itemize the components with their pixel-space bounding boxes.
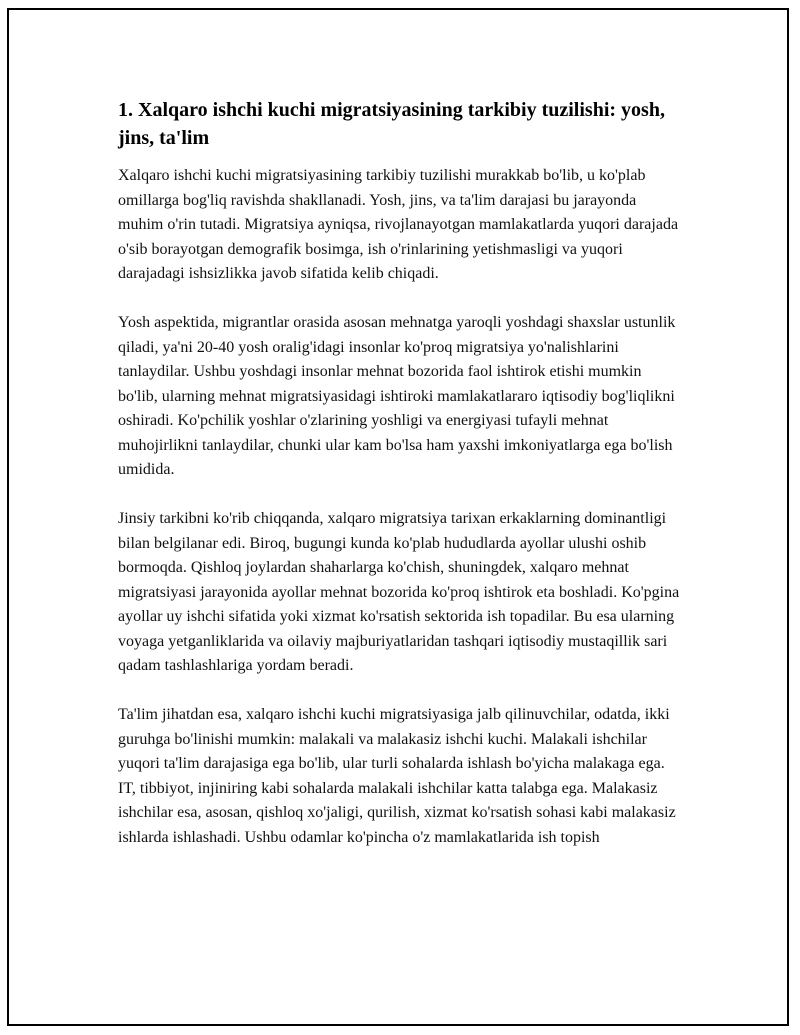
section-title: 1. Xalqaro ishchi kuchi migratsiyasining tarkibiy tuzilishi: yosh, jins, ta'lim — [118, 99, 665, 149]
paragraph-intro: Xalqaro ishchi kuchi migratsiyasining tarkibiy tuzilishi murakkab bo'lib, u ko'plab omillarga bog'liq ravishda shakllanadi. Yosh, jins, va ta'lim darajasi bu jarayonda muhim o'rin tutadi. Migratsiya ayniqsa, rivojlanayotgan mamlakatlarda yuqori darajada o'sib borayotgan demografik bosimga, ish o'rinlarining yetishmasligi va yuqori darajadagi ishsizlikka javob sifatida kelib chiqadi. — [118, 167, 679, 282]
document-body — [118, 96, 683, 875]
paragraph-age: Yosh aspektida, migrantlar orasida asosan mehnatga yaroqli yoshdagi shaxslar ustunlik qiladi, ya'ni 20-40 yosh oralig'idagi insonlar ko'proq migratsiya yo'nalishlarini tanlaydilar. Ushbu yoshdagi insonlar mehnat bozorida faol ishtirok etishi mumkin bo'lib, ularning mehnat migratsiyasidagi ishtiroki mamlakatlararo iqtisodiy bog'liqlikni oshiradi. Ko'pchilik yoshlar o'zlarining yoshligi va energiyasi tufayli mehnat muhojirlikni tanlaydilar, chunki ular kam bo'lsa ham yaxshi imkoniyatlarga ega bo'lish umidida. — [118, 314, 676, 478]
paragraph-gender: Jinsiy tarkibni ko'rib chiqqanda, xalqaro migratsiya tarixan erkaklarning dominantligi bilan belgilanar edi. Biroq, bugungi kunda ko'plab hududlarda ayollar ulushi oshib bormoqda. Qishloq joylardan shaharlarga ko'chish, shuningdek, xalqaro mehnat migratsiyasi jarayonida ayollar mehnat bozorida ko'proq ishtirok eta boshladi. Ko'pgina ayollar uy ishchi sifatida yoki xizmat ko'rsatish sektorida ish topadilar. Bu esa ularning voyaga yetganliklarida va oilaviy majburiyatlaridan tashqari iqtisodiy mustaqillik sari qadam tashlashlariga yordam beradi. — [118, 510, 680, 674]
paragraph-education: Ta'lim jihatdan esa, xalqaro ishchi kuchi migratsiyasiga jalb qilinuvchilar, odatda, ikki guruhga bo'linishi mumkin: malakali va malakasiz ishchi kuchi. Malakali ishchilar yuqori ta'lim darajasiga ega bo'lib, ular turli sohalarda ishlash bo'yicha malakaga ega. IT, tibbiyot, injiniring kabi sohalarda malakali ishchilar katta talabga ega. Malakasiz ishchilar esa, asosan, qishloq xo'jaligi, qurilish, xizmat ko'rsatish sohasi kabi malakasiz ishlarda ishlashadi. Ushbu odamlar ko'pincha o'z mamlakatlarida ish topish — [118, 706, 676, 846]
